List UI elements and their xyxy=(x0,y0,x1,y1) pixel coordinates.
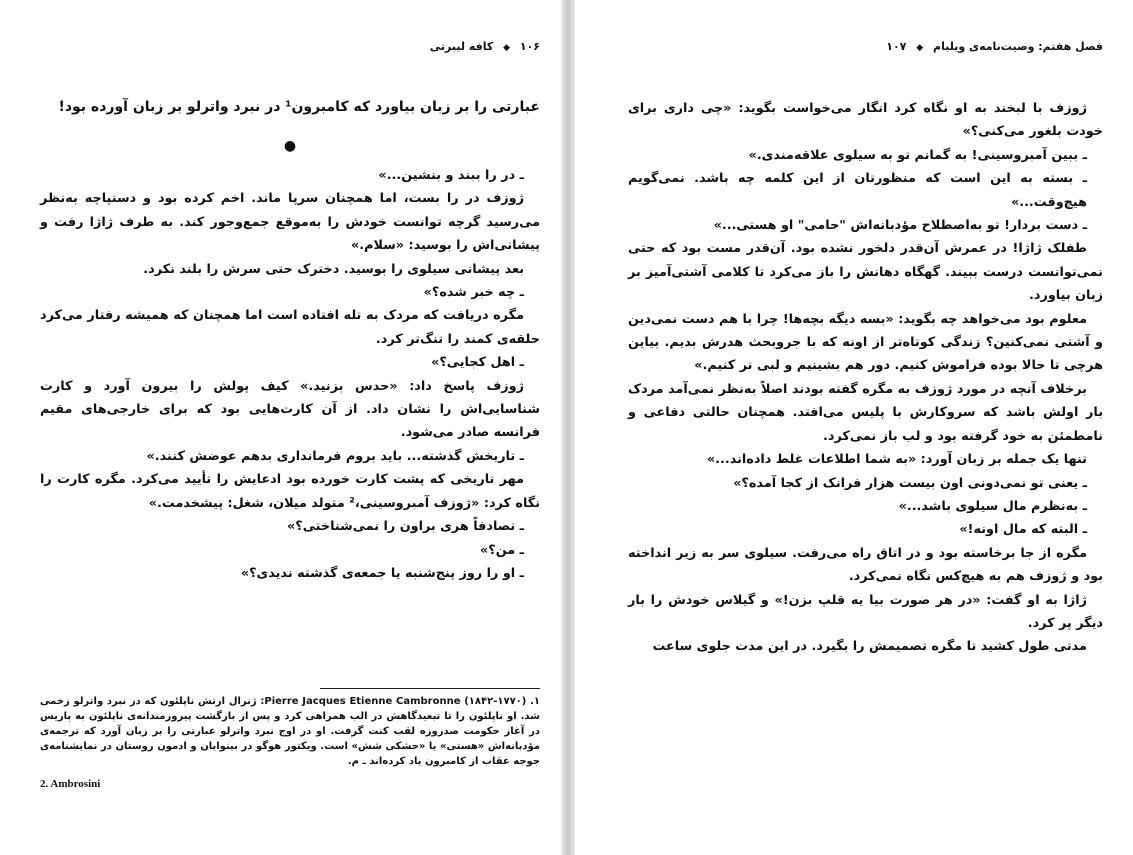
dialogue-line: ـ من؟» xyxy=(480,542,524,558)
right-page-body xyxy=(628,97,1103,659)
right-page-number: ۱۰۷ xyxy=(886,40,907,53)
dialogue-line: ـ اهل کجایی؟» xyxy=(431,355,524,371)
dialogue-line: ـ ببین آمبروسینی! به گمانم تو به سیلوی علاقه‌مندی.» xyxy=(748,147,1087,163)
paragraph: برخلاف آنچه در مورد ژوزف به مگره گفته بودند اصلاً به‌نظر نمی‌آمد مردک بار اولش باشد که سروکارش با پلیس می‌افتد. همچنان حالتی دفاعی و نامطمئن به خود گرفته بود و لب باز نمی‌کرد. xyxy=(628,381,1103,444)
paragraph: معلوم بود می‌خواهد چه بگوید: «بسه دیگه بچه‌ها! چرا با هم دست نمی‌دین و آشتی نمی‌کنین؟ زندگی کوتاه‌تر از اونه که با جروبحث هدرش بدیم. بیاین هرچی تا حالا بوده فراموش کنیم. دور هم بشینیم و لبی تر کنیم.» xyxy=(628,311,1103,374)
paragraph: مگره دریافت که مردک به تله افتاده است اما همچنان که همیشه رفتار می‌کرد حلقه‌ی کمند را تنگ‌تر کرد. xyxy=(40,308,540,347)
section-break-icon: ● xyxy=(283,138,297,154)
paragraph: بعد پیشانی سیلوی را بوسید. دخترک حتی سرش را بلند نکرد. xyxy=(143,261,524,277)
footnotes xyxy=(40,694,540,769)
paragraph: مدتی طول کشید تا مگره تصمیمش را بگیرد. در این مدت جلوی ساعت xyxy=(652,639,1087,655)
left-paragraphs xyxy=(40,164,540,585)
header-separator-icon: ◆ xyxy=(503,43,510,53)
dialogue-line: ـ بسته به این است که منظورتان از این کلمه چه باشد. نمی‌گویم هیچ‌وقت...» xyxy=(628,171,1087,210)
footnote-2: 2. Ambrosini xyxy=(40,778,101,790)
dialogue-line: ـ البته که مال اونه!» xyxy=(959,522,1087,538)
dialogue-line: ـ او را روز پنج‌شنبه یا جمعه‌ی گذشته ندیدی؟» xyxy=(240,565,524,581)
left-page-number: ۱۰۶ xyxy=(519,40,540,53)
dialogue-line: ـ تصادفاً هری براون را نمی‌شناختی؟» xyxy=(287,519,524,535)
dialogue-line: ـ تاریخش گذشته... باید بروم فرمانداری بدهم عوضش کنند.» xyxy=(146,448,524,464)
paragraph: تنها یک جمله بر زبان آورد: «به شما اطلاعات غلط داده‌اند...» xyxy=(706,452,1087,468)
dialogue-line: ـ چه خبر شده؟» xyxy=(423,285,524,301)
left-book-title: کافه لیبرتی xyxy=(429,40,494,53)
paragraph: طفلک ژاژا! در عمرش آن‌قدر دلخور نشده بود. آن‌قدر مست بود که حتی نمی‌توانست درست ببیند. گهگاه دهانش را باز می‌کرد تا کلامی آشتی‌آمیز بر زبان بیاورد. xyxy=(628,241,1103,304)
footnote-divider xyxy=(320,688,540,689)
book-gutter xyxy=(561,0,575,855)
header-separator-icon: ◆ xyxy=(916,43,924,53)
paragraph: مهر تاریخی که پشت کارت خورده بود ادعایش را تأیید می‌کرد. مگره کارت را نگاه کرد: «ژوزف آمبروسینی،² متولد میلان، شغل: پیشخدمت.» xyxy=(40,472,540,511)
left-page-header xyxy=(430,40,540,53)
paragraph: ژوزف در را بست، اما همچنان سرپا ماند. اخم کرده بود و دستپاچه به‌نظر می‌رسید گرچه توانست خودش را به‌موقع جمع‌وجور کند. به طرف ژاژا رفت و پیشانی‌اش را بوسید: «سلام.» xyxy=(40,191,540,254)
dialogue-line: ـ دست بردار! تو به‌اصطلاح مؤدبانه‌اش "حامی" او هستی...» xyxy=(713,218,1087,234)
paragraph: مگره از جا برخاسته بود و در اتاق راه می‌رفت. سیلوی سر به زیر انداخته بود و ژوزف هم به هیچ‌کس نگاه نمی‌کرد. xyxy=(628,545,1103,585)
footnote-1: ۱. Pierre Jacques Etienne Cambronne (۱۸۴۲-۱۷۷۰): ژنرال ارتش ناپلئون که در نبرد واترلو زخمی شد. او ناپلئون را تا تبعیدگاهش در الب همراهی کرد و پس از بازگشت پیروزمندانه‌ی ناپلئون به پاریس در آغاز حکومت صدروزه لقب کنت گرفت. او در اوج نبرد واترلو عبارتی را بر زبان آورد که ترجمه‌ی مؤدبانه‌اش «هستی» یا «حشکی شش» است. ویکتور هوگو در بینوایان و ادمون روستان در نمایشنامه‌ی جوجه عقاب از کامبرون یاد کرده‌اند ـ م. xyxy=(40,696,540,767)
right-paragraphs xyxy=(628,97,1103,659)
left-page xyxy=(40,0,540,855)
lead-line: عبارتی را بر زبان بیاورد که کامبرون¹ در نبرد واترلو بر زبان آورده بود! xyxy=(58,99,540,115)
dialogue-line: ـ یعنی تو نمی‌دونی اون بیست هزار فرانک از کجا آمده؟» xyxy=(733,475,1087,491)
paragraph: ژوزف پاسخ داد: «حدس بزنید.» کیف پولش را بیرون آورد و کارت شناسایی‌اش را نشان داد. از آن کارت‌هایی بود که برای خارجی‌های مقیم فرانسه صادر می‌شود. xyxy=(40,378,540,441)
right-page xyxy=(628,0,1103,855)
left-page-body xyxy=(40,92,540,585)
right-page-header xyxy=(886,40,1103,53)
right-chapter-title: فصل هفتم: وصیت‌نامه‌ی ویلیام xyxy=(933,40,1103,53)
paragraph: ژوزف با لبخند به او نگاه کرد انگار می‌خواست بگوید: «چی داری برای خودت بلغور می‌کنی؟» xyxy=(628,101,1103,140)
dialogue-line: ـ به‌نظرم مال سیلوی باشد...» xyxy=(898,498,1087,514)
dialogue-line: ـ در را ببند و بنشین...» xyxy=(378,168,524,183)
paragraph: ژاژا به او گفت: «در هر صورت بیا یه قلپ بزن!» و گیلاس خودش را بار دیگر پر کرد. xyxy=(628,592,1103,631)
